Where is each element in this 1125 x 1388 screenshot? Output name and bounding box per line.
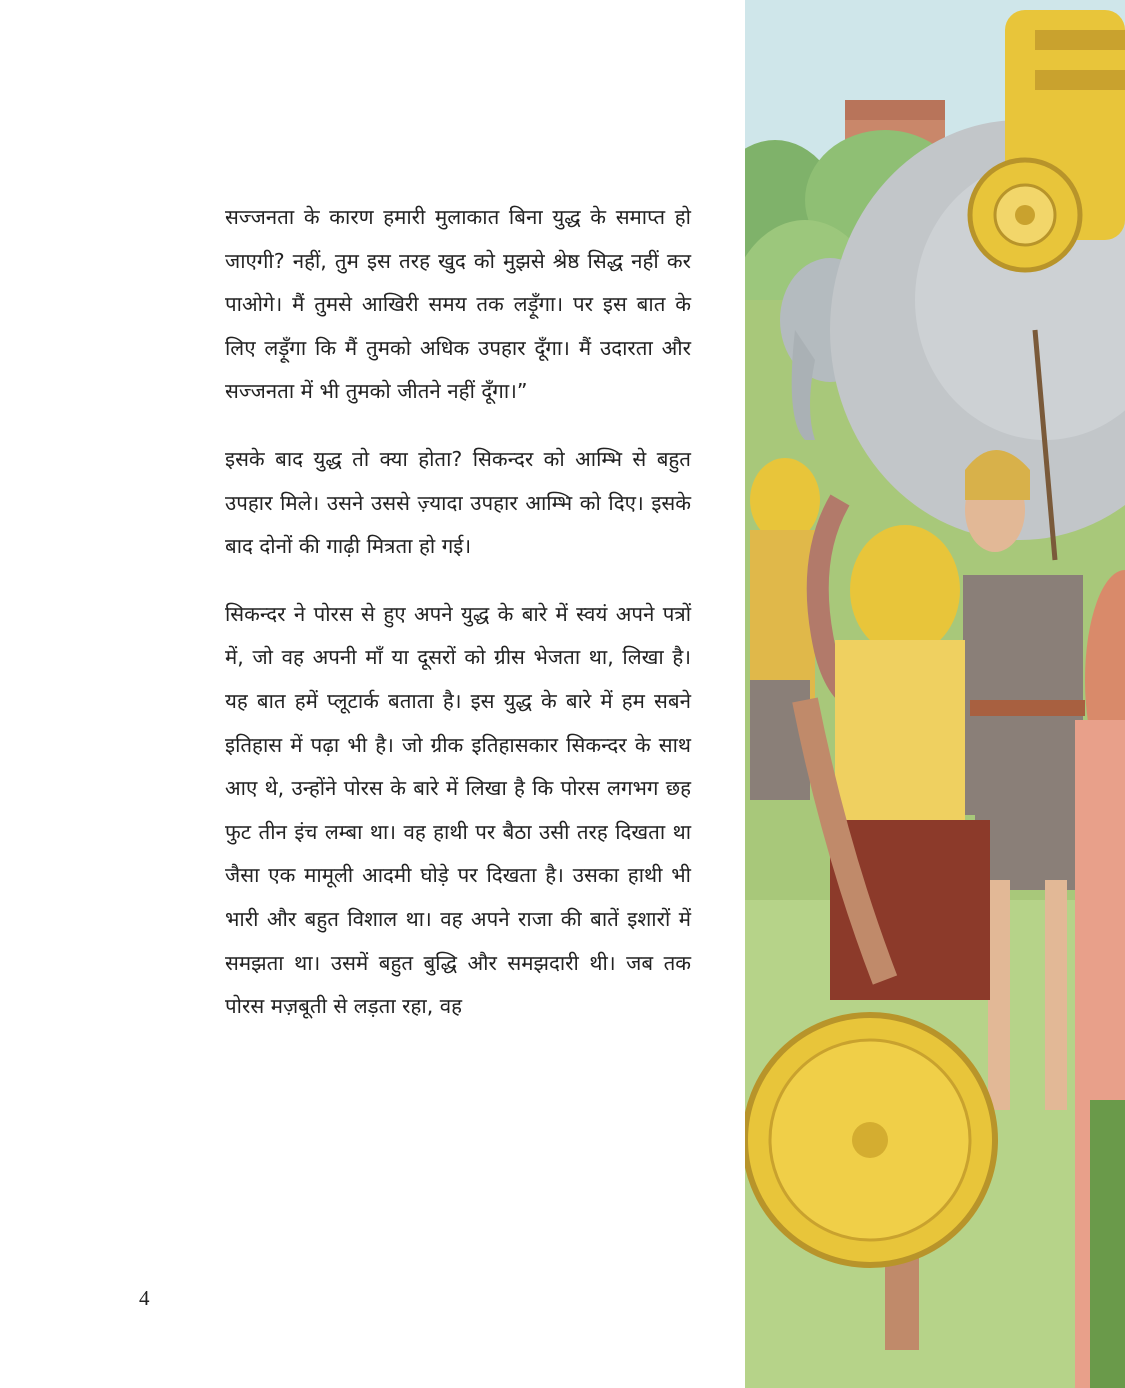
page-number: 4	[139, 1286, 150, 1310]
illustration-svg	[745, 0, 1125, 1388]
gold-shield	[745, 1015, 995, 1265]
paragraph-2: इसके बाद युद्ध तो क्या होता? सिकन्दर को आम्भि से बहुत उपहार मिले। उसने उससे ज़्यादा उपहार आम्भि को दिए। इसके बाद दोनों की गाढ़ी मित्रता हो गई।	[225, 446, 691, 559]
paragraph-1: सज्जनता के कारण हमारी मुलाकात बिना युद्ध के समाप्त हो जाएगी? नहीं, तुम इस तरह खुद को मुझसे श्रेष्ठ सिद्ध नहीं कर पाओगे। मैं तुमसे आखिरी समय तक लड़ूँगा। पर इस बात के लिए लड़ूँगा कि मैं तुमको अधिक उपहार दूँगा। मैं उदारता और सज्जनता में भी तुमको जीतने नहीं दूँगा।”	[225, 205, 691, 404]
soldiers-elephant-illustration	[745, 0, 1125, 1388]
paragraph-3: सिकन्दर ने पोरस से हुए अपने युद्ध के बारे में स्वयं अपने पत्रों में, जो वह अपनी माँ या दूसरों को ग्रीस भेजता था, लिखा है। यह बात हमें प्लूटार्क बताता है। इस युद्ध के बारे में हम सबने इतिहास में पढ़ा भी है। जो ग्रीक इतिहासकार सिकन्दर के साथ आए थे, उन्होंने पोरस के बारे में लिखा है कि पोरस लगभग छह फुट तीन इंच लम्बा था। वह हाथी पर बैठा उसी तरह दिखता था जैसा एक मामूली आदमी घोड़े पर दिखता है। उसका हाथी भी भारी और बहुत विशाल था। वह अपने राजा की बातें इशारों में समझता था। उसमें बहुत बुद्धि और समझदारी थी। जब तक पोरस मज़बूती से लड़ता रहा, वह	[225, 601, 691, 1019]
body-text	[225, 196, 691, 1053]
